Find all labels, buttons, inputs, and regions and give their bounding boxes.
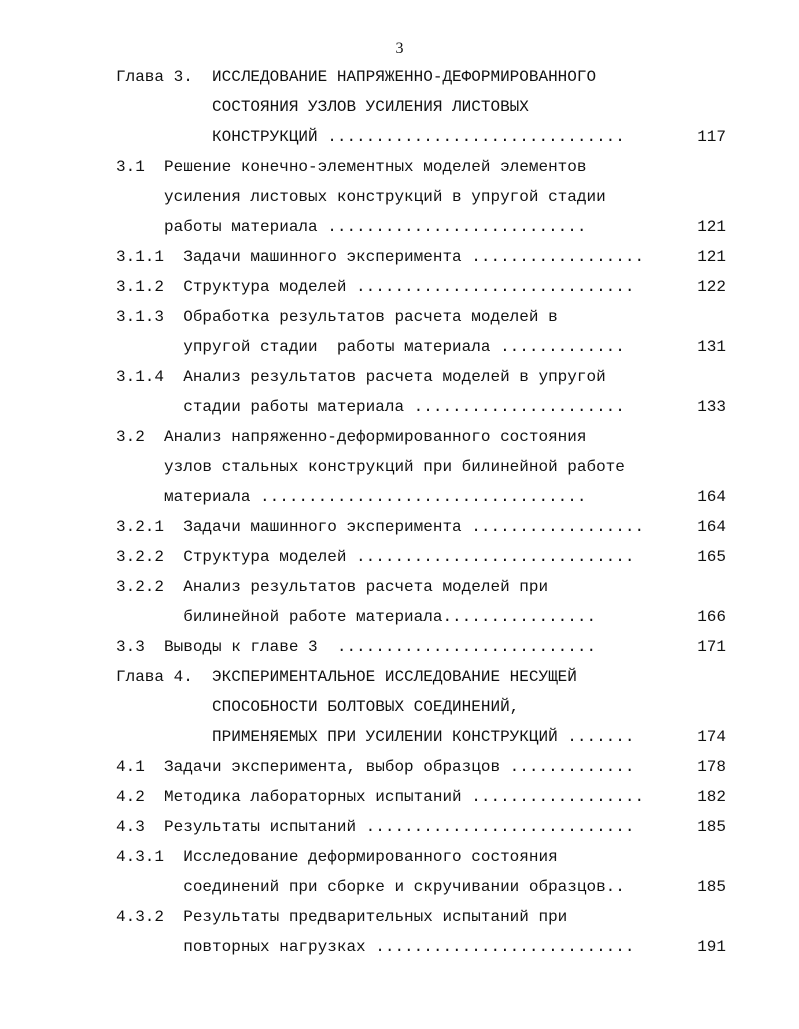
toc-page-number: 166 <box>697 608 726 626</box>
toc-entry-line: СПОСОБНОСТИ БОЛТОВЫХ СОЕДИНЕНИЙ, <box>116 698 520 716</box>
toc-entry-line: повторных нагрузках ........................... <box>116 938 635 956</box>
toc-entry-line: 3.3 Выводы к главе 3 ........................... <box>116 638 597 656</box>
toc-entry-line: материала .................................. <box>116 488 587 506</box>
toc-page-number: 164 <box>697 518 726 536</box>
toc-entry-line: ПРИМЕНЯЕМЫХ ПРИ УСИЛЕНИИ КОНСТРУКЦИЙ ....... <box>116 728 635 746</box>
toc-entry-line: Глава 3. ИССЛЕДОВАНИЕ НАПРЯЖЕННО-ДЕФОРМИРОВАННОГО <box>116 68 597 86</box>
toc-page-number: 185 <box>697 818 726 836</box>
toc-page-number: 165 <box>697 548 726 566</box>
toc-entry-line: Глава 4. ЭКСПЕРИМЕНТАЛЬНОЕ ИССЛЕДОВАНИЕ НЕСУЩЕЙ <box>116 668 577 686</box>
toc-entry-line: узлов стальных конструкций при билинейной работе <box>116 458 625 476</box>
toc-page-number: 117 <box>697 128 726 146</box>
toc-entry-line: соединений при сборке и скручивании образцов.. <box>116 878 625 896</box>
toc-entry-line: упругой стадии работы материала ............. <box>116 338 625 356</box>
toc-entry-line: 4.3.2 Результаты предварительных испытаний при <box>116 908 568 926</box>
toc-entry-line: 3.1.2 Структура моделей ............................. <box>116 278 635 296</box>
toc-entry-line: 3.1.4 Анализ результатов расчета моделей в упругой <box>116 368 606 386</box>
toc-page-number: 164 <box>697 488 726 506</box>
toc-page-number: 191 <box>697 938 726 956</box>
toc-entry-line: 3.2 Анализ напряженно-деформированного состояния <box>116 428 587 446</box>
toc-entry-line: 3.1.3 Обработка результатов расчета моделей в <box>116 308 558 326</box>
toc-entry-line: усиления листовых конструкций в упругой стадии <box>116 188 606 206</box>
toc-entry-line: 4.3 Результаты испытаний ............................ <box>116 818 635 836</box>
toc-page-number: 122 <box>697 278 726 296</box>
toc-page-number: 133 <box>697 398 726 416</box>
toc-page-number: 121 <box>697 248 726 266</box>
toc-entry-line: 4.2 Методика лабораторных испытаний .................. <box>116 788 645 806</box>
toc-page-number: 182 <box>697 788 726 806</box>
toc-entry-line: 3.2.2 Структура моделей ............................. <box>116 548 635 566</box>
toc-entry-line: 3.2.2 Анализ результатов расчета моделей при <box>116 578 549 596</box>
toc-entry-line: 3.1 Решение конечно-элементных моделей элементов <box>116 158 587 176</box>
toc-page-number: 185 <box>697 878 726 896</box>
toc-entry-line: 4.3.1 Исследование деформированного состояния <box>116 848 558 866</box>
toc-entry-line: КОНСТРУКЦИЙ ............................... <box>116 128 625 146</box>
toc-entry-line: стадии работы материала ...................... <box>116 398 625 416</box>
toc-page-number: 174 <box>697 728 726 746</box>
toc-page-number: 171 <box>697 638 726 656</box>
toc-entry-line: билинейной работе материала................ <box>116 608 597 626</box>
toc-entry-line: 3.1.1 Задачи машинного эксперимента .................. <box>116 248 645 266</box>
toc-page-number: 131 <box>697 338 726 356</box>
page-number: 3 <box>395 40 404 57</box>
toc-entry-line: СОСТОЯНИЯ УЗЛОВ УСИЛЕНИЯ ЛИСТОВЫХ <box>116 98 529 116</box>
toc-entry-line: 4.1 Задачи эксперимента, выбор образцов ............. <box>116 758 635 776</box>
toc-page-number: 121 <box>697 218 726 236</box>
toc-entry-line: работы материала ........................... <box>116 218 587 236</box>
toc-entry-line: 3.2.1 Задачи машинного эксперимента .................. <box>116 518 645 536</box>
toc-page-number: 178 <box>697 758 726 776</box>
